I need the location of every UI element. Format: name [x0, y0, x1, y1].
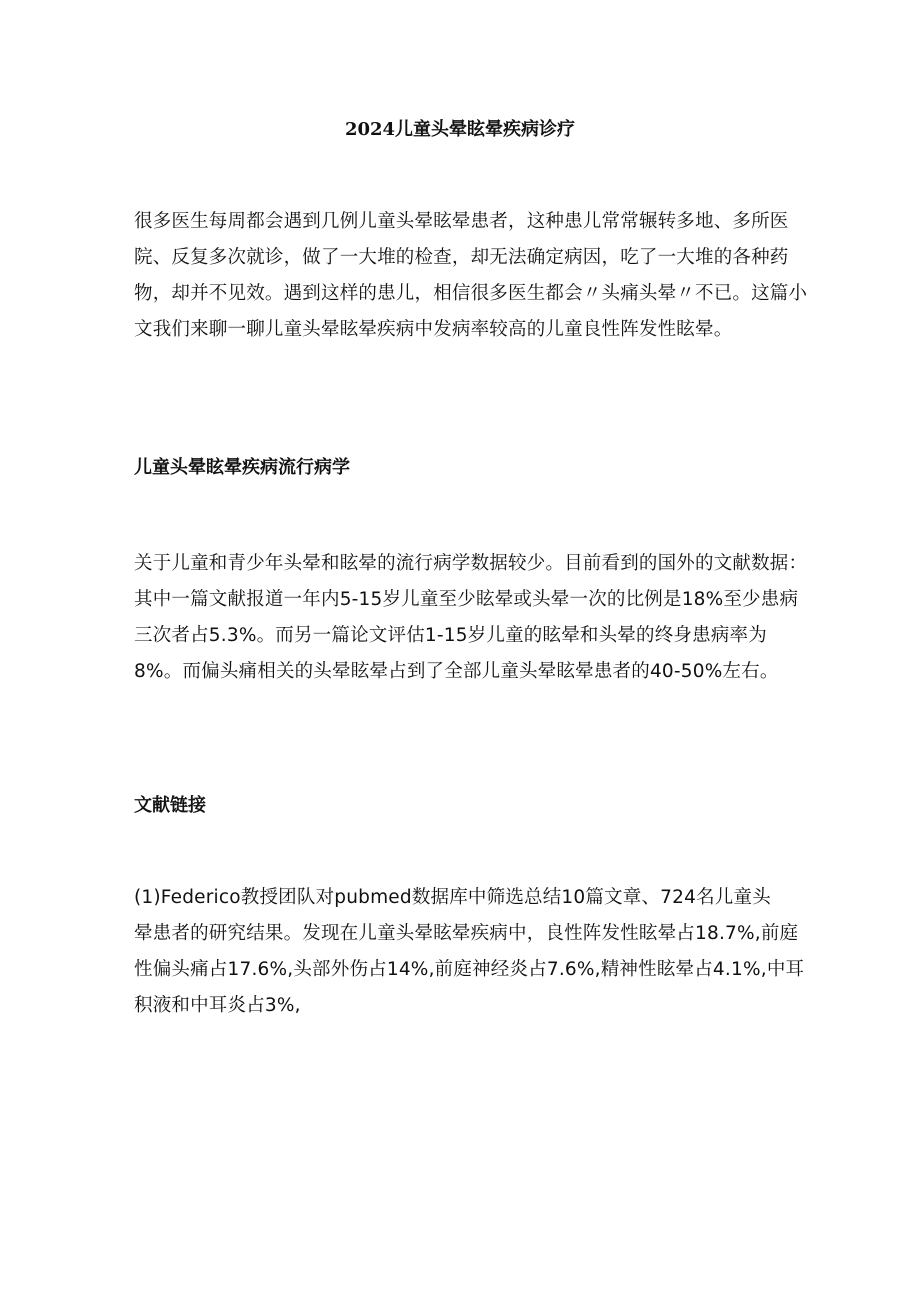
references-line-1: (1)Federico教授团队对pubmed数据库中筛选总结10篇文章、724名儿童头 [134, 887, 771, 908]
intro-line-4: 文我们来聊一聊儿童头晕眩晕疾病中发病率较高的儿童良性阵发性眩晕。 [134, 319, 733, 340]
references-line-2: 晕患者的研究结果。发现在儿童头晕眩晕疾病中，良性阵发性眩晕占18.7%,前庭 [134, 923, 799, 944]
references-paragraph [134, 880, 814, 1024]
epidemiology-line-3: 三次者占5.3%。而另一篇论文评估1-15岁儿童的眩晕和头晕的终身患病率为 [134, 625, 767, 646]
references-line-3: 性偏头痛占17.6%,头部外伤占14%,前庭神经炎占7.6%,精神性眩晕占4.1%,中耳 [134, 959, 805, 980]
intro-paragraph [134, 204, 814, 348]
epidemiology-line-4: 8%。而偏头痛相关的头晕眩晕占到了全部儿童头晕眩晕患者的40-50%左右。 [134, 661, 779, 682]
epidemiology-line-1: 关于儿童和青少年头晕和眩晕的流行病学数据较少。目前看到的国外的文献数据： [134, 553, 808, 574]
section-heading-epidemiology: 儿童头晕眩晕疾病流行病学 [134, 457, 350, 478]
intro-line-3: 物，却并不见效。遇到这样的患儿，相信很多医生都会〃头痛头晕〃不已。这篇小 [134, 283, 808, 304]
references-line-4: 积液和中耳炎占3%, [134, 995, 301, 1016]
section-heading-references: 文献链接 [134, 795, 206, 816]
intro-line-1: 很多医生每周都会遇到几例儿童头晕眩晕患者，这种患儿常常辗转多地、多所医 [134, 211, 789, 232]
epidemiology-paragraph [134, 546, 814, 690]
intro-line-2: 院、反复多次就诊，做了一大堆的检查，却无法确定病因，吃了一大堆的各种药 [134, 247, 789, 268]
document-title: 2024儿童头晕眩晕疾病诊疗 [344, 119, 576, 140]
epidemiology-line-2: 其中一篇文献报道一年内5-15岁儿童至少眩晕或头晕一次的比例是18%至少患病 [134, 589, 799, 610]
